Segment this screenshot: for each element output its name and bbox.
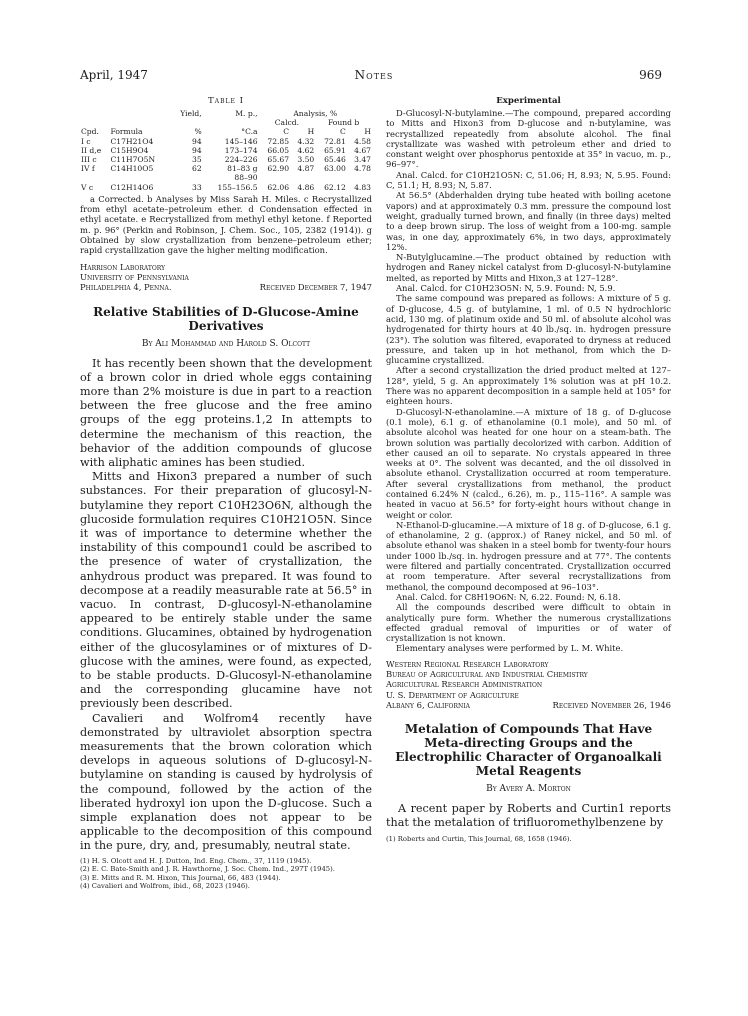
table-cell: III c bbox=[81, 155, 97, 165]
affiliation-city-line bbox=[386, 700, 671, 710]
table-cell: C17H21O4 bbox=[110, 136, 154, 146]
experimental-paragraph: After a second crystallization the dried product melted at 127–128°, yield, 5 g. An approximately 1% solution was at pH 10.2. There was no apparent decomposition in a sample held at 105° for eighteen hours. bbox=[386, 365, 671, 407]
table-cell: 4.67 bbox=[354, 145, 371, 155]
experimental-paragraph: D-Glucosyl-N-ethanolamine.—A mixture of 18 g. of D-glucose (0.1 mole), 6.1 g. of ethanolamine (0.1 mole), and 50 ml. of absolute alcohol was heated for one hour on a steam-bath. The brown solution was partially decolorized with carbon. Addition of ether caused an oil to separate. No crystals appeared in three weeks at 0°. The solvent was decanted, and the oil dissolved in absolute ethanol. Crystallization occurred at room temperature. After several crystallizations from methanol, the product contained 6.24% N (calcd., 6.26), m. p., 115–116°. A sample was heated in vacuo at 56.5° for forty-eight hours without change in weight or color. bbox=[386, 406, 671, 520]
table-header-cell: Cpd. bbox=[81, 127, 99, 137]
received-date: Received December 7, 1947 bbox=[259, 282, 372, 293]
footnote: (1) Roberts and Curtin, This Journal, 68, 1658 (1946). bbox=[386, 834, 572, 843]
table-header-row bbox=[80, 127, 372, 136]
article-footnotes bbox=[80, 857, 372, 891]
table-cell: 4.87 bbox=[297, 164, 315, 174]
table-header-cell: Yield, bbox=[180, 109, 202, 118]
experimental-paragraph: N-Butylglucamine.—The product obtained by reduction with hydrogen and Raney nickel catalyst from D-glucosyl-N-butylamine melted, as reported by Mitts and Hixon,3 at 127–128°. bbox=[386, 252, 671, 283]
table-cell: 4.86 bbox=[297, 182, 315, 192]
table-row bbox=[80, 173, 372, 182]
running-header-section: Notes bbox=[354, 68, 394, 82]
data-table bbox=[80, 109, 372, 192]
table-cell: V c bbox=[81, 182, 94, 192]
table-header-cell: H bbox=[364, 127, 371, 137]
running-header-date: April, 1947 bbox=[80, 68, 148, 82]
table-cell: 65.91 bbox=[324, 145, 346, 155]
affiliation-block bbox=[80, 262, 372, 293]
table-cell: 4.58 bbox=[354, 136, 371, 146]
table-cell: C11H7O5N bbox=[110, 155, 156, 165]
table-header-cell: % bbox=[194, 127, 202, 137]
article-paragraph: Mitts and Hixon3 prepared a number of such substances. For their preparation of glucosyl-N-butylamine they report C10H23O6N, although the glucoside formulation requires C10H21O5N. Since it was of importance to determine whether the instability of this compound1 could be ascribed to the presence of water of crystallization, the anhydrous product was prepared. It was found to decompose at a readily measurable rate at 56.5° in vacuo. In contrast, D-glucosyl-N-ethanolamine appeared to be entirely stable under the same conditions. Glucamines, obtained by hydrogenation either of the glucosylamines or of mixtures of D-glucose with the amines, were found, as expected, to be stable products. D-Glucosyl-N-ethanolamine and the corresponding glucamine have not previously been described. bbox=[80, 470, 373, 711]
article-relative-stabilities bbox=[80, 305, 372, 891]
table-cell: II d,e bbox=[81, 145, 102, 155]
table-header-cell: Analysis, % bbox=[293, 109, 338, 118]
table-cell: 65.46 bbox=[324, 155, 346, 165]
table-cell: 62.06 bbox=[267, 182, 290, 192]
table-cell: 4.32 bbox=[297, 136, 315, 146]
footnote: (2) E. C. Bate-Smith and J. R. Hawthorne, J. Soc. Chem. Ind., 297T (1945). bbox=[80, 865, 335, 874]
affiliation-line: U. S. Department of Agriculture bbox=[386, 689, 519, 700]
article-paragraph: It has recently been shown that the development of a brown color in dried whole eggs containing more than 2% moisture is due in part to a reaction between the free glucose and the free amino groups of the egg proteins.1,2 In attempts to determine the mechanism of this reaction, the behavior of the addition compounds of glucose with aliphatic amines has been studied. bbox=[80, 356, 372, 469]
table-cell: C15H9O4 bbox=[110, 145, 149, 155]
affiliation-block bbox=[386, 659, 671, 710]
table-cell: 81–83 g bbox=[227, 164, 258, 174]
experimental-paragraph: The same compound was prepared as follows: A mixture of 5 g. of D-glucose, 4.5 g. of butylamine, 1 ml. of 0.5 N hydrochloric acid, 130 mg. of platinum oxide and 50 ml. of absolute alcohol was hydrogenated for thirty hours at 40 lb./sq. in. hydrogen pressure (23°). The solution was filtered, evaporated to dryness at reduced pressure, and taken up in hot methanol, from which the D-glucamine crystallized. bbox=[386, 293, 671, 366]
table-cell: 62.12 bbox=[324, 182, 346, 192]
experimental-paragraph: N-Ethanol-D-glucamine.—A mixture of 18 g. of D-glucose, 6.1 g. of ethanolamine, 2 g. (approx.) of Raney nickel, and 50 ml. of absolute ethanol was shaken in a steel bomb for twenty-four hours under 1000 lb./sq. in. hydrogen pressure and at 77°. The contents were filtered and partially concentrated. Crystallization occurred at room temperature. After several recrystallizations from methanol, the compound decomposed at 96–103°. bbox=[386, 519, 671, 592]
article-paragraph: A recent paper by Roberts and Curtin1 reports that the metalation of trifluoromethylbenzene by bbox=[386, 802, 671, 830]
table-header-cell: Formula bbox=[110, 127, 143, 137]
experimental-paragraph: D-Glucosyl-N-butylamine.—The compound, prepared according to Mitts and Hixon3 from D-glucose and n-butylamine, was recrystallized repeatedly from absolute alcohol. The final crystallizate was washed with petroleum ether and dried to constant weight over phosphorus pentoxide at 35° in vacuo, m. p., 96–97°. bbox=[386, 108, 671, 170]
table-cell: 62 bbox=[192, 164, 202, 174]
table-cell: C14H10O5 bbox=[110, 164, 154, 174]
table-cell: 224–226 bbox=[224, 155, 258, 165]
table-cell: 72.85 bbox=[267, 136, 290, 146]
footnote: (1) H. S. Olcott and H. J. Dutton, Ind. Eng. Chem., 37, 1119 (1945). bbox=[80, 856, 312, 865]
experimental-paragraph: At 56.5° (Abderhalden drying tube heated with boiling acetone vapors) and at approximately 0.3 mm. pressure the compound lost weight, gradually turned brown, and finally (in three days) melted to a deep brown sirup. The loss of weight from a 100-mg. sample was, in one day, approximately 6%, in two days, approximately 12%. bbox=[386, 190, 671, 252]
received-date: Received November 26, 1946 bbox=[552, 699, 671, 710]
experimental-paragraph: Anal. Calcd. for C8H19O6N: N, 6.22. Found: N, 6.18. bbox=[396, 591, 621, 602]
affiliation-city: Philadelphia 4, Penna. bbox=[80, 282, 172, 293]
article-title: Relative Stabilities of D-Glucose-Amine Derivatives bbox=[93, 304, 359, 333]
table-header-row bbox=[80, 109, 372, 118]
experimental-paragraph: Anal. Calcd. for C10H23O5N: N, 5.9. Found: N, 5.9. bbox=[396, 283, 616, 294]
table-header-row bbox=[80, 118, 372, 127]
table-cell: 4.83 bbox=[354, 182, 371, 192]
table-cell: 94 bbox=[192, 145, 202, 155]
table-row bbox=[80, 164, 372, 173]
table-row bbox=[80, 146, 372, 155]
affiliation-line: Harrison Laboratory bbox=[80, 261, 166, 272]
table-header-cell: C bbox=[283, 127, 290, 137]
footnote: (4) Cavalieri and Wolfrom, ibid., 68, 2023 (1946). bbox=[80, 882, 250, 891]
article-title: Metalation of Compounds That Have Meta-directing Groups and the Electrophilic Character of Organoalkali Metal Reagents bbox=[395, 722, 662, 779]
table-row bbox=[80, 183, 372, 192]
footnote: (3) E. Mitts and R. M. Hixon, This Journal, 66, 483 (1944). bbox=[80, 873, 281, 882]
right-column bbox=[386, 96, 671, 843]
table-cell: 3.50 bbox=[297, 155, 315, 165]
affiliation-line: Bureau of Agricultural and Industrial Chemistry bbox=[386, 669, 588, 680]
article-authors: By Ali Mohammad and Harold S. Olcott bbox=[141, 338, 311, 349]
article-paragraph: Cavalieri and Wolfrom4 recently have demonstrated by ultraviolet absorption spectra measurements that the brown coloration which develops in aqueous solutions of D-glucosyl-N-butylamine on standing is caused by hydrolysis of the compound, followed by the action of the liberated hydroxyl ion upon the D-glucose. Such a simple explanation does not appear to be applicable to the decomposition of this compound in the pure, dry, and, presumably, neutral state. bbox=[80, 711, 372, 853]
table-header-cell: H bbox=[307, 127, 315, 137]
page-number: 969 bbox=[639, 68, 662, 82]
table-header-cell: Calcd. bbox=[274, 118, 300, 128]
table-cell: I c bbox=[81, 136, 91, 146]
table-header-cell: Found b bbox=[327, 118, 360, 128]
left-column bbox=[80, 96, 372, 891]
affiliation-line: Western Regional Research Laboratory bbox=[386, 658, 549, 669]
table-header-cell: C bbox=[340, 127, 346, 137]
table-header-cell: °C.a bbox=[241, 127, 258, 137]
table-cell: IV f bbox=[81, 164, 95, 174]
table-cell: 65.67 bbox=[267, 155, 290, 165]
table-cell: 4.62 bbox=[297, 145, 315, 155]
table-cell: 155–156.5 bbox=[217, 182, 258, 192]
table-cell: 66.05 bbox=[267, 145, 290, 155]
section-heading-experimental: Experimental bbox=[496, 96, 561, 106]
table-cell: 94 bbox=[192, 136, 202, 146]
affiliation-city: Albany 6, California bbox=[386, 699, 470, 710]
table-header-cell: M. p., bbox=[235, 109, 258, 118]
table-cell: 62.90 bbox=[267, 164, 290, 174]
table-cell: 63.00 bbox=[324, 164, 346, 174]
table-cell: 72.81 bbox=[324, 136, 346, 146]
table-cell: 35 bbox=[192, 155, 202, 165]
table-cell: C12H14O6 bbox=[110, 182, 154, 192]
article-metalation bbox=[386, 722, 671, 843]
experimental-paragraph: Elementary analyses were performed by L. M. White. bbox=[396, 643, 624, 654]
table-cell: 173–174 bbox=[224, 145, 258, 155]
table-cell: 3.47 bbox=[354, 155, 371, 165]
experimental-paragraph: Anal. Calcd. for C10H21O5N: C, 51.06; H, 8.93; N, 5.95. Found: C, 51.1; H, 8.93; N, 5.87. bbox=[386, 169, 671, 191]
table-cell: 4.78 bbox=[354, 164, 371, 174]
table-cell: 145–146 bbox=[224, 136, 258, 146]
table-cell: 33 bbox=[192, 182, 202, 192]
table-footnotes: a Corrected. b Analyses by Miss Sarah H. Miles. c Recrystallized from ethyl acetate–petroleum ether. d Condensation effected in ethyl acetate. e Recrystallized from methyl ethyl ketone. f Reported m. p. 96° (Perkin and Robinson, J. Chem. Soc., 105, 2382 (1914)). g Obtained by slow crystallization from benzene–petroleum ether; rapid crystallization gave the higher melting modification. bbox=[80, 193, 372, 256]
table-row bbox=[80, 155, 372, 164]
affiliation-line: Agricultural Research Administration bbox=[386, 679, 543, 690]
experimental-paragraph: All the compounds described were difficult to obtain in analytically pure form. Whether the numerous crystallizations effected gradual removal of impurities or of water of crystallization is not known. bbox=[386, 602, 671, 644]
table-row bbox=[80, 137, 372, 146]
affiliation-line: University of Pennsylvania bbox=[80, 271, 189, 282]
article-authors: By Avery A. Morton bbox=[486, 784, 571, 795]
table-caption: Table I bbox=[208, 96, 244, 106]
table-cell: 88–90 bbox=[234, 173, 258, 183]
affiliation-city-line bbox=[80, 282, 372, 292]
